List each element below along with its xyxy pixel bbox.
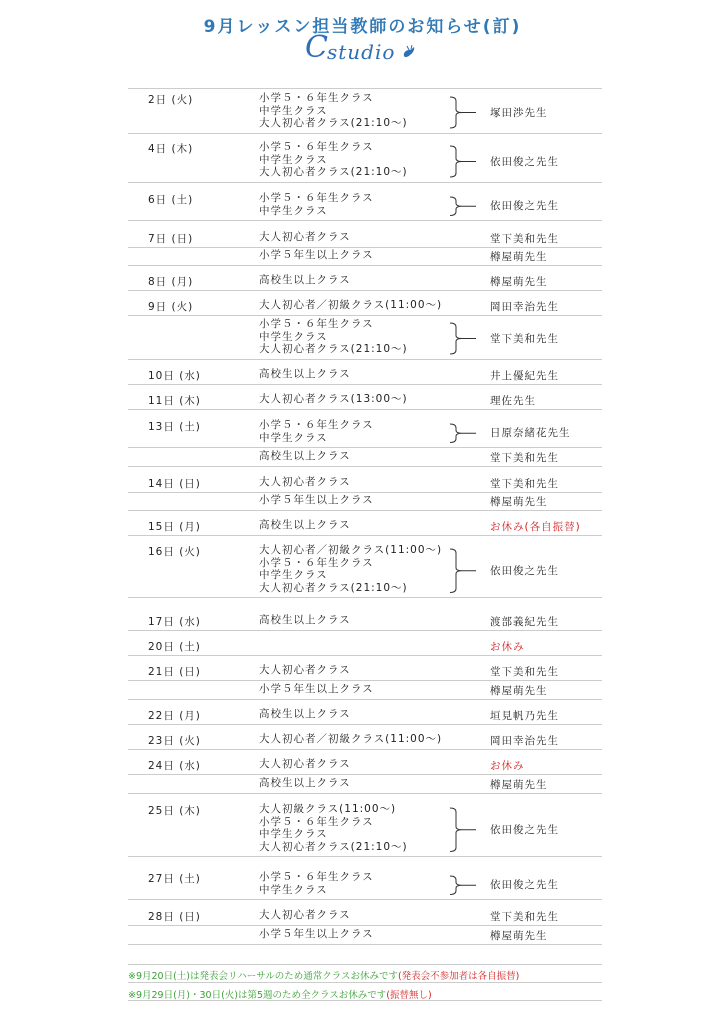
- class-name: 小学５・６年生クラス: [259, 92, 374, 104]
- row-teacher: 堂下美和先生: [490, 478, 559, 490]
- row-classes: [259, 318, 408, 356]
- row-date: 24日 (水): [148, 760, 201, 772]
- row-teacher: 樽屋萌先生: [490, 685, 548, 697]
- row-teacher: お休み: [490, 760, 525, 772]
- row-classes: [259, 450, 351, 463]
- divider: [128, 944, 602, 945]
- row-date: 28日 (日): [148, 911, 201, 923]
- row-date: 16日 (火): [148, 546, 201, 558]
- row-classes: [259, 664, 351, 677]
- row-date: 11日 (木): [148, 395, 201, 407]
- row-date: 17日 (水): [148, 616, 201, 628]
- class-name: 小学５年生以上クラス: [259, 928, 374, 940]
- row-teacher: 塚田渉先生: [490, 106, 548, 119]
- brace-bracket: [448, 547, 478, 595]
- class-name: 大人初心者／初級クラス(11:00～): [259, 299, 443, 311]
- row-teacher: 依田俊之先生: [490, 155, 559, 168]
- divider: [128, 247, 602, 248]
- logo-initial: C: [305, 30, 328, 65]
- class-name: 大人初心者クラス: [259, 476, 351, 488]
- class-name: 高校生以上クラス: [259, 519, 351, 531]
- class-name: 大人初心者クラス: [259, 758, 351, 770]
- divider: [128, 749, 602, 750]
- brace-bracket: [448, 806, 478, 854]
- class-name: 大人初心者クラス: [259, 909, 351, 921]
- class-name: 中学生クラス: [259, 431, 328, 444]
- row-classes: [259, 708, 351, 721]
- divider: [128, 1000, 602, 1001]
- row-date: 15日 (月): [148, 521, 201, 533]
- brace-bracket: [448, 144, 478, 179]
- row-date: 14日 (日): [148, 478, 201, 490]
- divider: [128, 182, 602, 183]
- divider: [128, 964, 602, 965]
- row-teacher: 樽屋萌先生: [490, 779, 548, 791]
- row-classes: [259, 141, 408, 179]
- class-name: 中学生クラス: [259, 204, 328, 217]
- divider: [128, 899, 602, 900]
- divider: [128, 359, 602, 360]
- row-classes: [259, 928, 374, 941]
- class-name: 大人初心者／初級クラス(11:00～): [259, 544, 443, 556]
- class-name: 高校生以上クラス: [259, 777, 351, 789]
- row-classes: [259, 393, 408, 406]
- row-teacher: 理佐先生: [490, 395, 536, 407]
- divider: [128, 793, 602, 794]
- divider: [128, 724, 602, 725]
- divider: [128, 315, 602, 316]
- class-name: 小学５・６年生クラス: [259, 815, 374, 828]
- row-classes: [259, 299, 442, 312]
- logo-text: studio: [327, 40, 396, 64]
- row-date: 8日 (月): [148, 276, 194, 288]
- divider: [128, 384, 602, 385]
- brace-bracket: [448, 195, 478, 218]
- studio-logo: [305, 30, 425, 66]
- class-name: 大人初心者クラス: [259, 664, 351, 676]
- brace-bracket: [448, 874, 478, 897]
- row-classes: [259, 544, 442, 594]
- row-teacher: 岡田幸治先生: [490, 735, 559, 747]
- ballet-shoe-icon: [401, 44, 417, 60]
- brace-bracket: [448, 321, 478, 356]
- class-name: 高校生以上クラス: [259, 368, 351, 380]
- divider: [128, 925, 602, 926]
- row-classes: [259, 368, 351, 381]
- row-teacher: 堂下美和先生: [490, 233, 559, 245]
- row-classes: [259, 758, 351, 771]
- brace-bracket: [448, 422, 478, 445]
- divider: [128, 982, 602, 983]
- class-name: 中学生クラス: [259, 569, 328, 581]
- divider: [128, 856, 602, 857]
- brace-bracket: [448, 95, 478, 130]
- row-teacher: 堂下美和先生: [490, 332, 559, 345]
- divider: [128, 535, 602, 536]
- divider: [128, 597, 602, 598]
- row-date: 2日 (火): [148, 94, 194, 106]
- class-name: 大人初心者クラス(21:10～): [259, 166, 408, 178]
- row-teacher: 岡田幸治先生: [490, 301, 559, 313]
- row-classes: [259, 476, 351, 489]
- row-date: 27日 (土): [148, 873, 201, 885]
- row-teacher: お休み: [490, 641, 525, 653]
- row-classes: [259, 683, 374, 696]
- row-date: 6日 (土): [148, 194, 194, 206]
- row-date: 22日 (月): [148, 710, 201, 722]
- row-teacher: 樽屋萌先生: [490, 930, 548, 942]
- class-name: 大人初心者クラス(13:00～): [259, 393, 408, 405]
- class-name: 小学５・６年生クラス: [259, 192, 374, 204]
- divider: [128, 680, 602, 681]
- row-date: 4日 (木): [148, 143, 194, 155]
- class-name: 大人初心者クラス(21:10～): [259, 581, 408, 594]
- divider: [128, 510, 602, 511]
- row-classes: [259, 777, 351, 790]
- row-date: 10日 (水): [148, 370, 201, 382]
- row-teacher: 依田俊之先生: [490, 564, 559, 577]
- divider: [128, 699, 602, 700]
- row-classes: [259, 249, 374, 262]
- row-teacher: 樽屋萌先生: [490, 496, 548, 508]
- class-name: 小学５・６年生クラス: [259, 556, 374, 569]
- row-classes: [259, 92, 408, 130]
- row-teacher: 渡部義紀先生: [490, 616, 559, 628]
- row-teacher: 樽屋萌先生: [490, 276, 548, 288]
- row-teacher: 堂下美和先生: [490, 452, 559, 464]
- row-date: 25日 (木): [148, 805, 201, 817]
- class-name: 小学５・６年生クラス: [259, 419, 374, 431]
- row-teacher: 日原奈緒花先生: [490, 427, 571, 440]
- row-teacher: 堂下美和先生: [490, 911, 559, 923]
- note-1: ※9月20日(土)は発表会リハーサルのため通常クラスお休みです(発表会不参加者は各自振替): [128, 971, 520, 982]
- class-name: 高校生以上クラス: [259, 450, 351, 462]
- class-name: 小学５・６年生クラス: [259, 871, 374, 883]
- class-name: 小学５年生以上クラス: [259, 683, 374, 695]
- class-name: 高校生以上クラス: [259, 708, 351, 720]
- divider: [128, 466, 602, 467]
- divider: [128, 409, 602, 410]
- row-teacher: 樽屋萌先生: [490, 251, 548, 263]
- divider: [128, 88, 602, 89]
- row-classes: [259, 519, 351, 532]
- class-name: 高校生以上クラス: [259, 614, 351, 626]
- page-title: 9月レッスン担当教師のお知らせ(訂): [203, 17, 522, 37]
- divider: [128, 290, 602, 291]
- row-classes: [259, 231, 351, 244]
- class-name: 中学生クラス: [259, 104, 328, 117]
- row-date: 13日 (土): [148, 421, 201, 433]
- class-name: 小学５年生以上クラス: [259, 249, 374, 261]
- class-name: 大人初心者クラス(21:10～): [259, 343, 408, 355]
- row-date: 9日 (火): [148, 301, 194, 313]
- divider: [128, 630, 602, 631]
- row-teacher: 依田俊之先生: [490, 200, 559, 213]
- row-date: 21日 (日): [148, 666, 201, 678]
- class-name: 中学生クラス: [259, 828, 328, 840]
- divider: [128, 220, 602, 221]
- row-teacher: 井上優紀先生: [490, 370, 559, 382]
- class-name: 中学生クラス: [259, 153, 328, 166]
- divider: [128, 447, 602, 448]
- divider: [128, 655, 602, 656]
- class-name: 小学５年生以上クラス: [259, 494, 374, 506]
- row-date: 7日 (日): [148, 233, 194, 245]
- class-name: 中学生クラス: [259, 883, 328, 896]
- class-name: 中学生クラス: [259, 330, 328, 343]
- row-classes: [259, 871, 374, 896]
- row-teacher: 依田俊之先生: [490, 879, 559, 892]
- divider: [128, 133, 602, 134]
- row-classes: [259, 803, 408, 853]
- row-date: 20日 (土): [148, 641, 201, 653]
- row-classes: [259, 192, 374, 217]
- class-name: 高校生以上クラス: [259, 274, 351, 286]
- row-teacher: お休み(各自振替): [490, 521, 581, 533]
- divider: [128, 492, 602, 493]
- row-classes: [259, 909, 351, 922]
- class-name: 大人初心者クラス(21:10～): [259, 840, 408, 853]
- row-classes: [259, 614, 351, 627]
- row-teacher: 垣見帆乃先生: [490, 710, 559, 722]
- row-classes: [259, 494, 374, 507]
- row-classes: [259, 733, 442, 746]
- divider: [128, 265, 602, 266]
- note-2: ※9月29日(月)・30日(火)は第5週のため全クラスお休みです(振替無し): [128, 990, 432, 1001]
- class-name: 小学５・６年生クラス: [259, 141, 374, 153]
- class-name: 大人初心者クラス: [259, 231, 351, 243]
- row-classes: [259, 419, 374, 444]
- row-date: 23日 (火): [148, 735, 201, 747]
- divider: [128, 774, 602, 775]
- class-name: 大人初心者／初級クラス(11:00～): [259, 733, 443, 745]
- row-teacher: 堂下美和先生: [490, 666, 559, 678]
- class-name: 大人初級クラス(11:00～): [259, 803, 397, 815]
- row-teacher: 依田俊之先生: [490, 823, 559, 836]
- class-name: 小学５・６年生クラス: [259, 318, 374, 330]
- row-classes: [259, 274, 351, 287]
- class-name: 大人初心者クラス(21:10～): [259, 117, 408, 129]
